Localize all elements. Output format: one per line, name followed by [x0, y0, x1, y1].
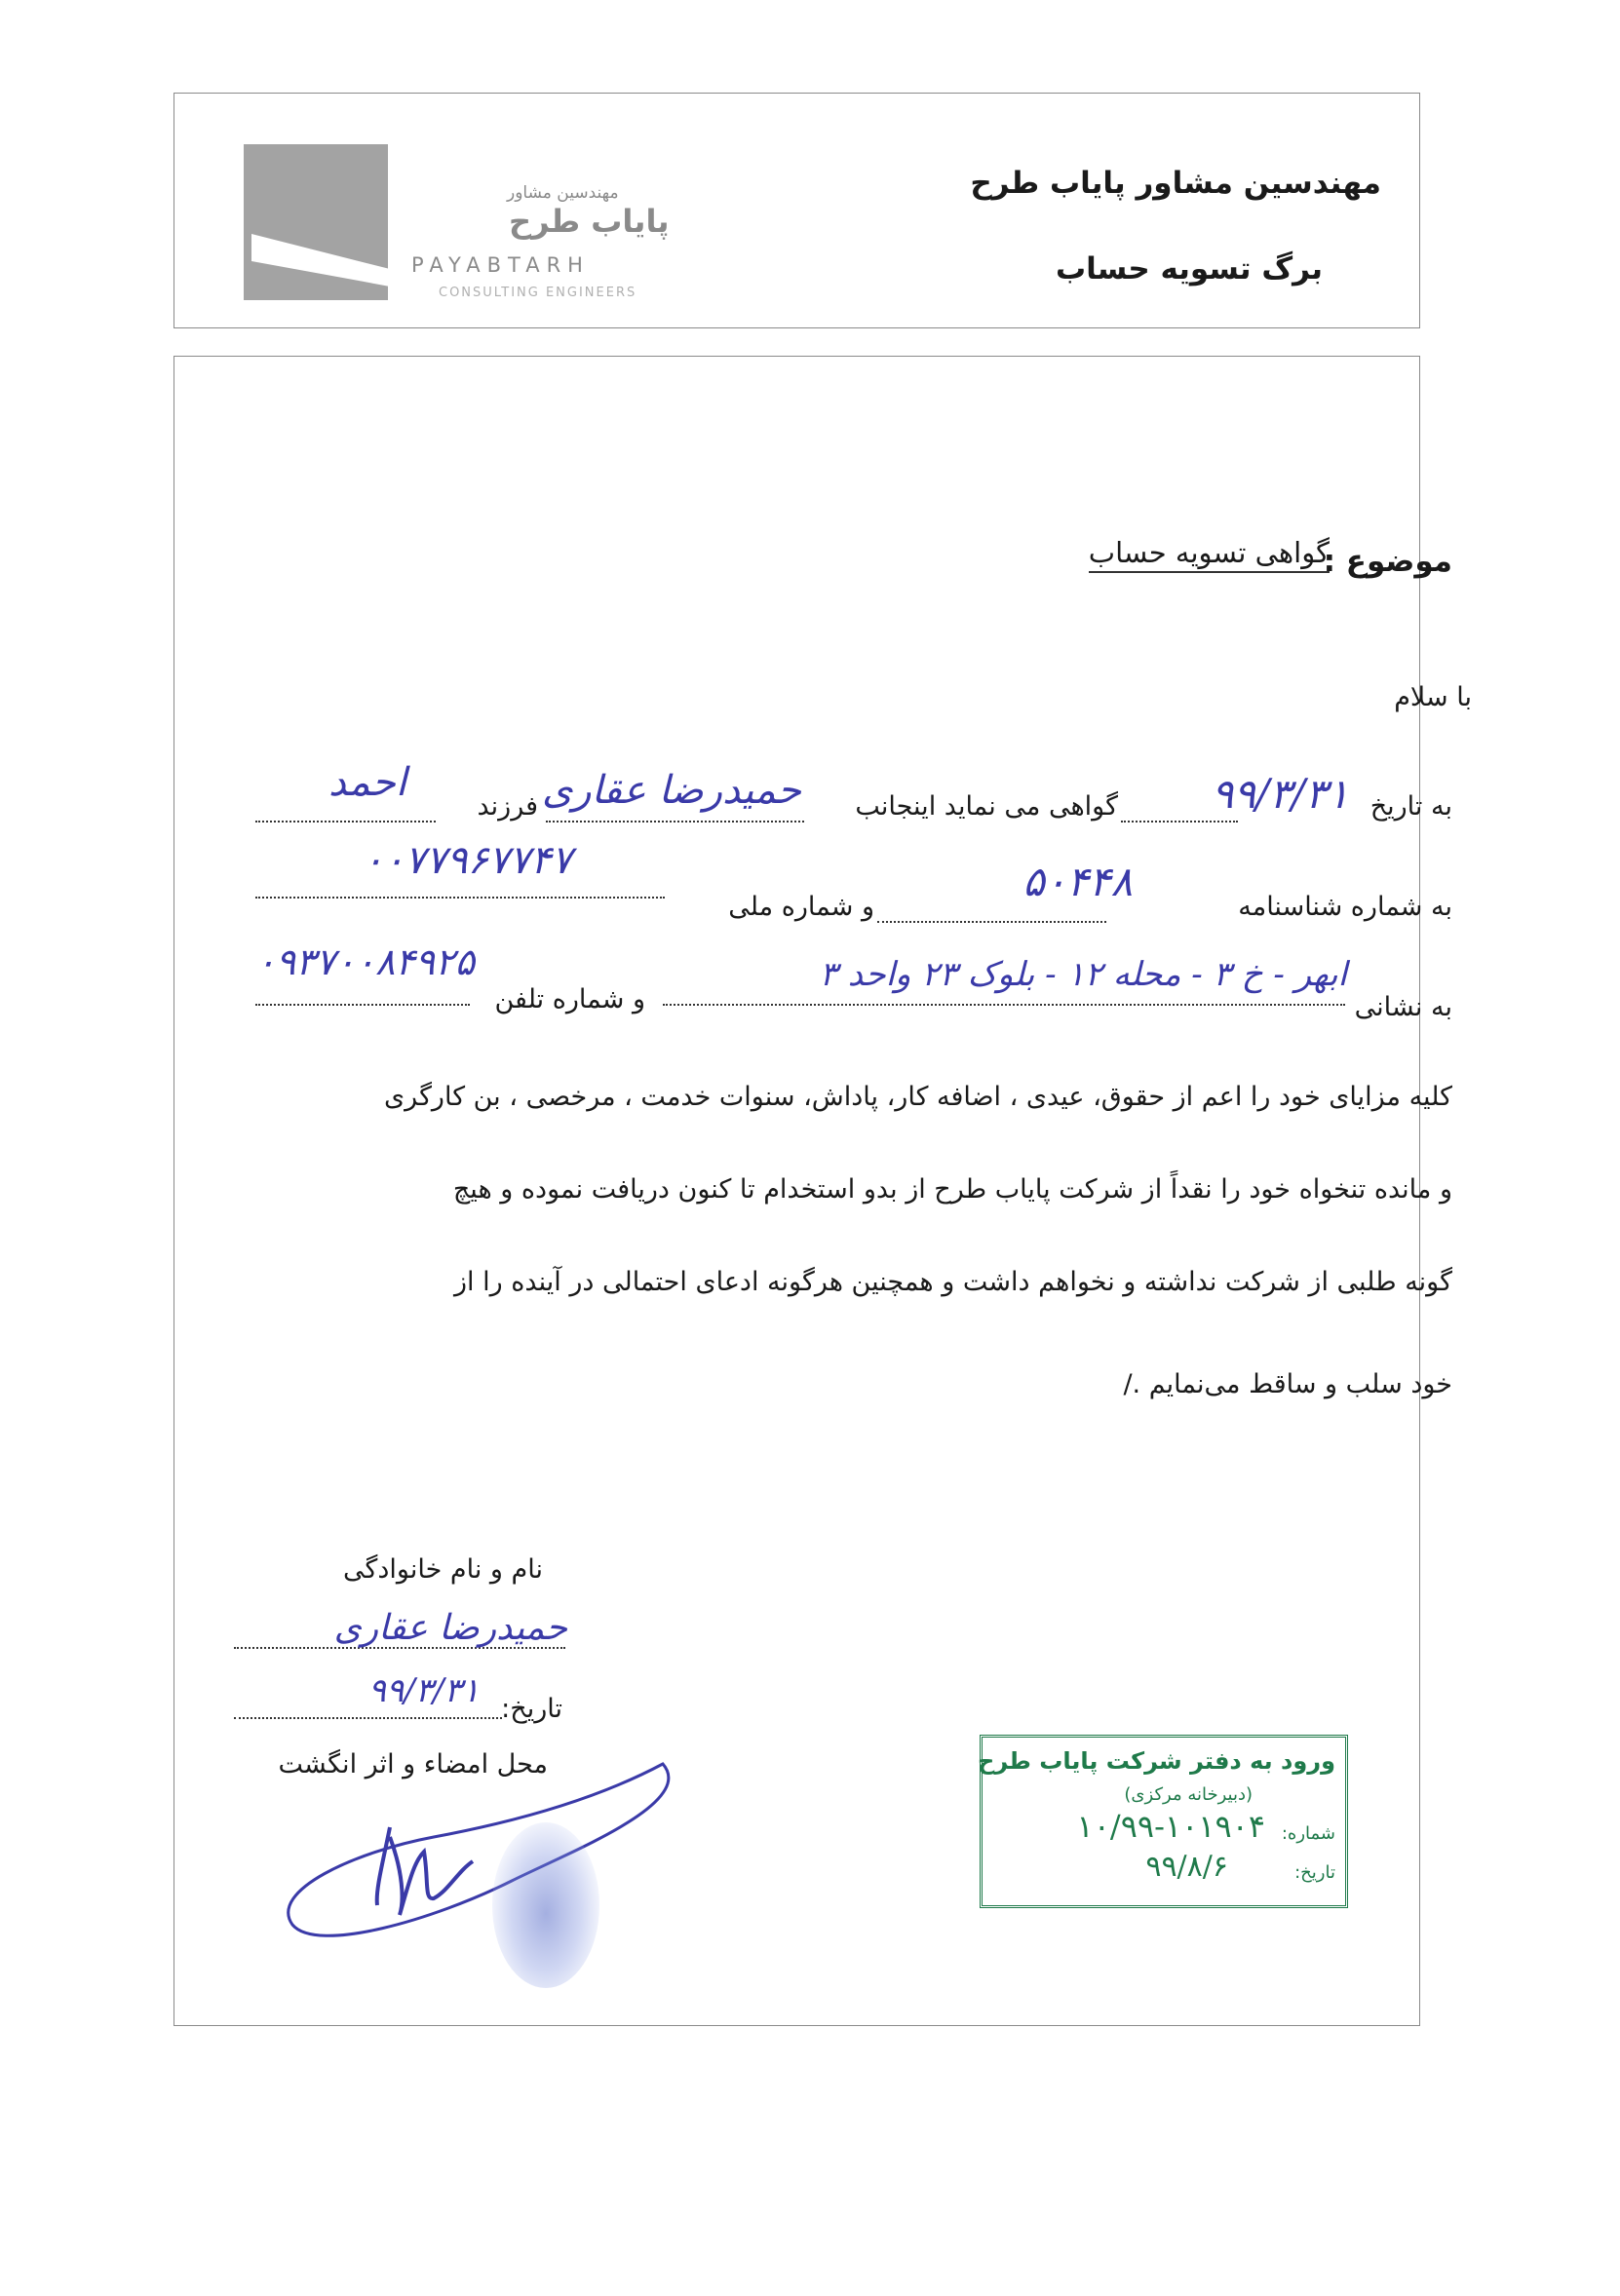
line1-suffix: فرزند [477, 791, 538, 822]
body-line-4: خود سلب و ساقط می‌نمایم ./ [1123, 1369, 1452, 1399]
line3-phone-handwritten: ۰۹۳۷۰۰۸۴۹۲۵ [255, 940, 475, 983]
line2-middle: و شماره ملی [728, 892, 874, 922]
logo-mark-icon [244, 144, 390, 300]
date-dots [234, 1717, 502, 1719]
sign-label: محل امضاء و اثر انگشت [278, 1749, 548, 1779]
line1-date-handwritten: ۹۹/۳/۳۱ [1211, 770, 1349, 818]
stamp-title: ورود به دفتر شرکت پایاب طرح [978, 1747, 1335, 1775]
company-name: مهندسین مشاور پایاب طرح [970, 166, 1381, 201]
body-line-3: گونه طلبی از شرکت نداشته و نخواهم داشت و همچنین هرگونه ادعای احتمالی در آینده را از [454, 1267, 1452, 1297]
signer-name-handwritten: حمیدرضا عقاری [333, 1608, 567, 1648]
stamp-date-handwritten: ۹۹/۸/۶ [1145, 1850, 1228, 1884]
stamp-subtitle: (دبیرخانه مرکزی) [1124, 1784, 1253, 1805]
line3-prefix: به نشانی [1354, 992, 1452, 1022]
line2-prefix: به شماره شناسنامه [1238, 892, 1452, 922]
registry-stamp [980, 1735, 1348, 1908]
line3-address-handwritten: ابهر - خ ۳ - محله ۱۲ - بلوک ۲۳ واحد ۳ [819, 955, 1347, 994]
stamp-number-label: شماره: [1281, 1823, 1335, 1844]
logo-name-en: PAYABTARH [411, 253, 590, 277]
line1-date-dots [1121, 821, 1238, 823]
line2-id-handwritten: ۵۰۴۴۸ [1022, 858, 1133, 905]
subject-label: موضوع : [1323, 544, 1452, 579]
line1-father-handwritten: احمد [328, 760, 406, 805]
body-line-1: کلیه مزایای خود را اعم از حقوق، عیدی ، اضافه کار، پاداش، سنوات خدمت ، مرخصی ، بن کارگری [384, 1082, 1452, 1112]
line3-address-dots [663, 1004, 1345, 1006]
body-line-2: و مانده تنخواه خود را نقداً از شرکت پایاب طرح از بدو استخدام تا کنون دریافت نموده و هیچ [452, 1174, 1452, 1205]
greeting: با سلام [1394, 682, 1472, 712]
signature-image [278, 1744, 687, 1978]
form-title: برگ تسویه حساب [1056, 251, 1323, 287]
line1-name-dots [546, 821, 804, 823]
line3-middle: و شماره تلفن [494, 984, 645, 1014]
logo-name-fa-small: مهندسین مشاور [507, 183, 619, 203]
line1-prefix: به تاریخ [1369, 791, 1452, 822]
line2-national-handwritten: ۰۰۷۷۹۶۷۷۴۷ [363, 838, 572, 883]
signer-date-handwritten: ۹۹/۳/۳۱ [367, 1671, 480, 1710]
date-label: تاریخ: [501, 1694, 562, 1724]
line2-id-dots [877, 921, 1106, 923]
logo-tagline-en: CONSULTING ENGINEERS [439, 286, 637, 300]
line1-name-handwritten: حمیدرضا عقاری [541, 768, 801, 813]
line1-father-dots [255, 821, 436, 823]
stamp-date-label: تاریخ: [1294, 1862, 1335, 1883]
subject-value: گواهی تسویه حساب [1089, 536, 1330, 573]
line3-phone-dots [255, 1004, 470, 1006]
stamp-number-handwritten: ۱۰/۹۹-۱۰۱۹۰۴ [1076, 1808, 1265, 1845]
name-label: نام و نام خانوادگی [343, 1554, 543, 1585]
line1-middle: گواهی می نماید اینجانب [855, 791, 1118, 822]
company-logo [244, 144, 702, 310]
line2-national-dots [255, 897, 665, 899]
logo-name-fa: پایاب طرح [509, 203, 670, 240]
fingerprint-image [492, 1822, 599, 1988]
